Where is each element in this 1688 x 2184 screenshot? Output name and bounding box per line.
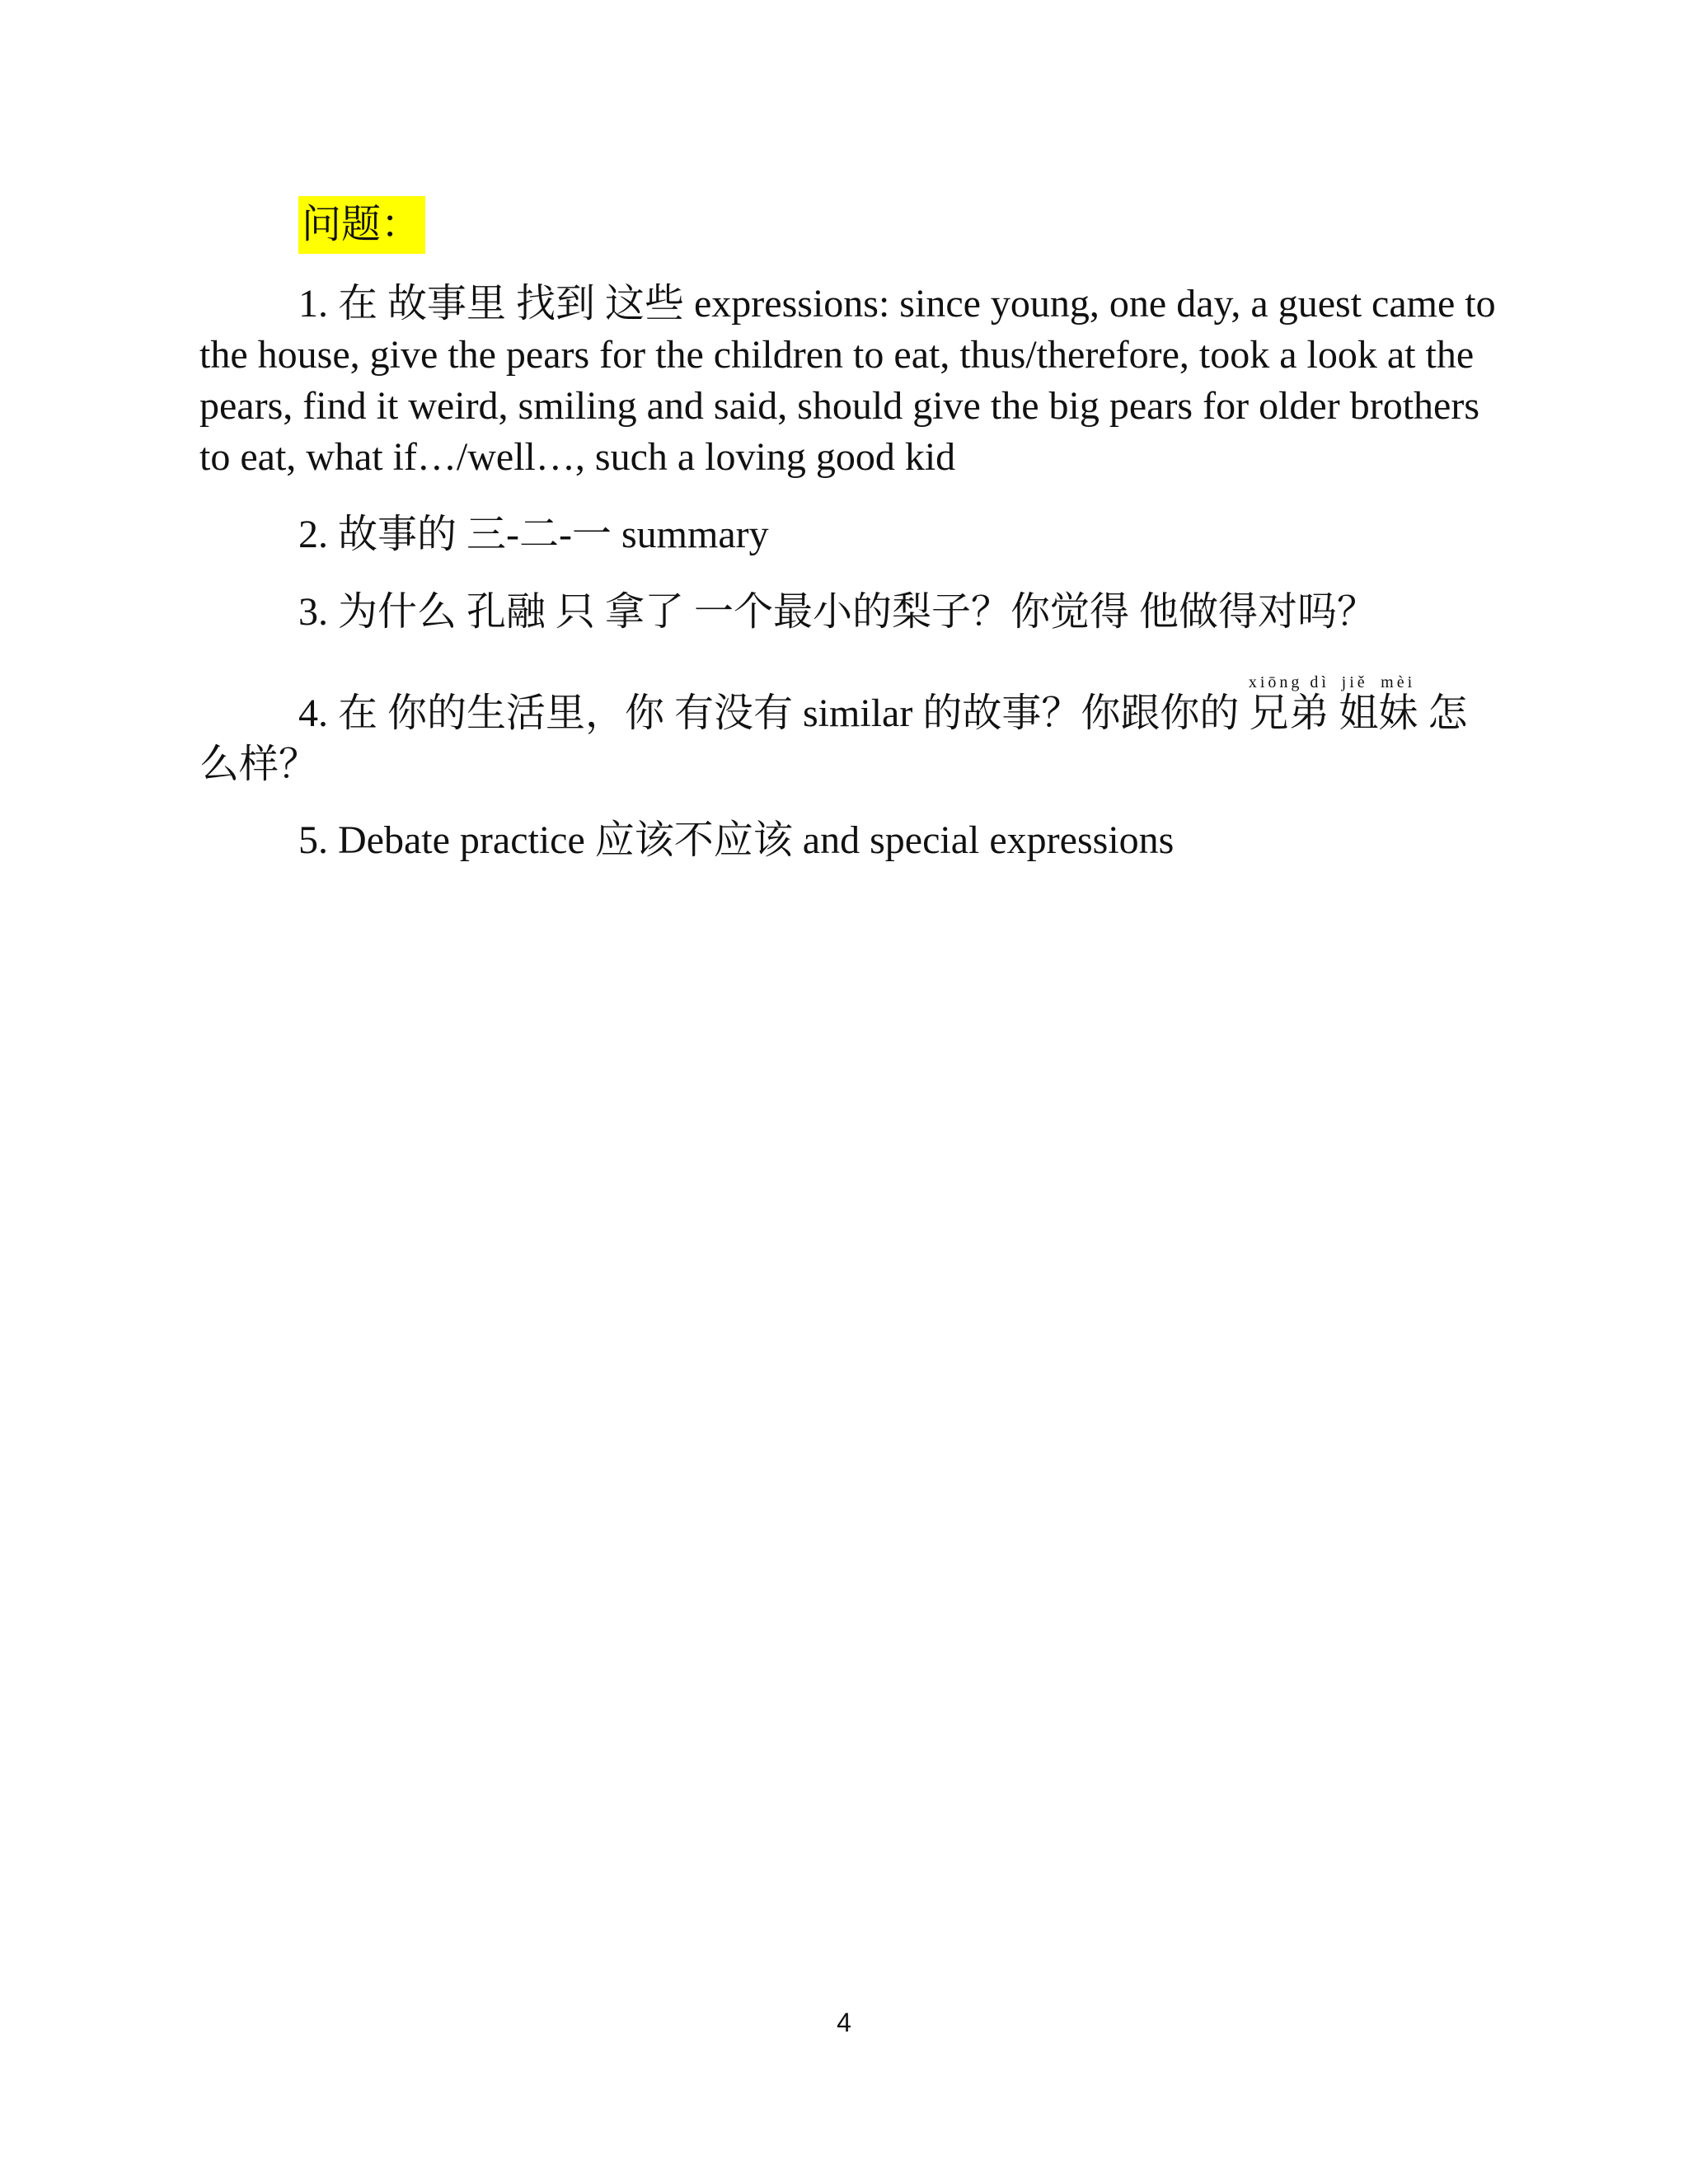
question-5: 5. Debate practice 应该不应该 and special expressions	[298, 818, 1175, 862]
word-sisters: 姐妹jiě mèi	[1339, 673, 1418, 735]
question-4-text-after: 怎么样？	[199, 691, 1468, 786]
question-list	[199, 196, 1502, 866]
questions-heading: 问题：	[298, 196, 425, 254]
word-brothers: 兄弟xiōng dì	[1248, 673, 1329, 735]
question-4-text-before: 4. 在 你的生活里，你 有没有 similar 的故事？你跟你的	[298, 691, 1250, 735]
question-3: 3. 为什么 孔融 只 拿了 一个最小的梨子？你觉得 他做得对吗？	[298, 590, 1377, 634]
heading-row	[199, 196, 1502, 254]
question-1: 1. 在 故事里 找到 这些 expressions: since young, one day, a guest came to the house, give the pears for the children to eat, thus/therefore, took a look at the pears, find it weird, smiling and said, should give the big pears for older brothers to eat, what if…/well…, such a loving good kid	[199, 282, 1496, 479]
pinyin-xiongdi: xiōng dì	[1248, 673, 1329, 691]
question-4	[199, 674, 1502, 790]
question-2: 2. 故事的 三-二-一 summary	[298, 513, 769, 556]
pinyin-jiemei: jiě mèi	[1339, 673, 1418, 691]
page-number: 4	[837, 2008, 851, 2037]
question-4-space	[1329, 691, 1339, 735]
